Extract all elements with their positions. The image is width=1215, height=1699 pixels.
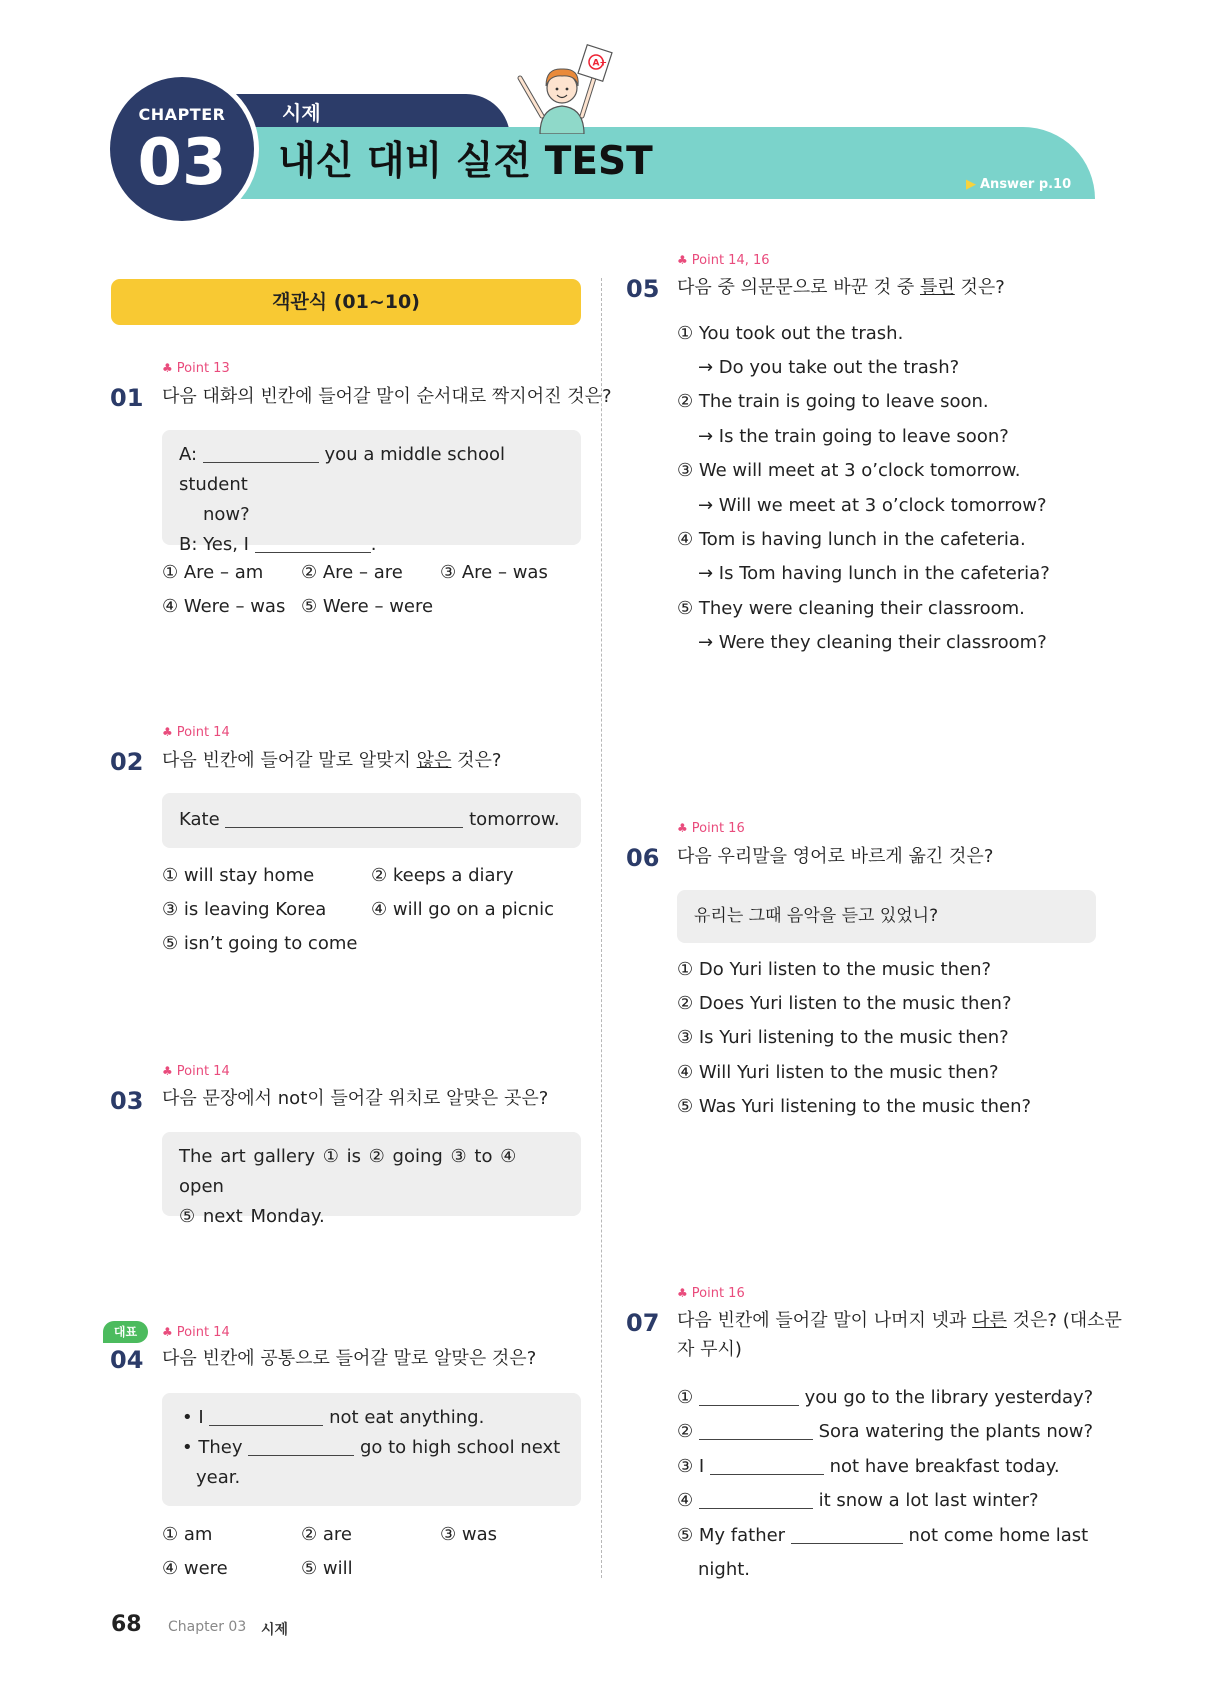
- answer-reference: [966, 177, 1071, 192]
- blank: [699, 1385, 799, 1406]
- answer-option[interactable]: ④ Will Yuri listen to the music then?: [677, 1062, 999, 1083]
- question-text: 다음 문장에서 not이 들어갈 위치로 알맞은 곳은?: [162, 1088, 549, 1109]
- point-icon: ♣: [162, 725, 173, 739]
- blank: [255, 532, 371, 553]
- point-tag: [677, 821, 745, 836]
- answer-option[interactable]: [677, 1385, 1093, 1411]
- sentence-text: tomorrow.: [469, 809, 560, 830]
- blank: [248, 1435, 354, 1456]
- blank: [791, 1523, 903, 1544]
- question-text: 다음 빈칸에 공통으로 들어갈 말로 알맞은 것은?: [162, 1348, 537, 1369]
- answer-option[interactable]: ⑤ They were cleaning their classroom.: [677, 598, 1025, 619]
- footer-chapter: Chapter 03: [168, 1619, 247, 1635]
- question-number: 02: [110, 748, 144, 776]
- option-number: ④: [677, 1490, 694, 1511]
- point-tag: [677, 253, 770, 268]
- question-text-part: 것은?: [451, 750, 502, 771]
- answer-option[interactable]: ② The train is going to leave soon.: [677, 391, 989, 412]
- korean-sentence-box: 유리는 그때 음악을 듣고 있었니?: [677, 890, 1096, 943]
- page-number: 68: [111, 1612, 142, 1637]
- question-text: 다음 대화의 빈칸에 들어갈 말이 순서대로 짝지어진 것은?: [162, 386, 612, 407]
- option-number: ③ I: [677, 1456, 705, 1477]
- answer-option[interactable]: ③ We will meet at 3 o’clock tomorrow.: [677, 460, 1021, 481]
- sentence-text: The art gallery ① is ② going ③ to ④ open: [179, 1146, 517, 1197]
- dialogue-box: [162, 430, 581, 555]
- sentence-text: go to high school next: [359, 1437, 561, 1458]
- question-text: 자 무시): [677, 1339, 742, 1360]
- point-label: Point 14, 16: [691, 253, 770, 268]
- answer-option[interactable]: ② are: [301, 1524, 352, 1545]
- answer-option[interactable]: ③ is leaving Korea: [162, 899, 327, 920]
- option-text: not have breakfast today.: [829, 1456, 1060, 1477]
- question-text: [677, 1307, 1122, 1335]
- blank: [225, 807, 463, 828]
- triangle-icon: ▶: [966, 177, 976, 192]
- question-text-part: 것은? (대소문: [1006, 1310, 1122, 1331]
- option-text: it snow a lot last winter?: [818, 1490, 1039, 1511]
- question-emphasis: 않은: [416, 750, 452, 771]
- option-text: you go to the library yesterday?: [804, 1387, 1094, 1408]
- mascot-illustration: [510, 42, 614, 134]
- answer-option[interactable]: ③ was: [440, 1524, 497, 1545]
- sentence-text: not eat anything.: [329, 1407, 485, 1428]
- point-label: Point 16: [691, 1286, 745, 1301]
- column-divider: [601, 278, 602, 1578]
- answer-option[interactable]: ② Does Yuri listen to the music then?: [677, 993, 1012, 1014]
- blank: [203, 442, 319, 463]
- answer-option[interactable]: ① am: [162, 1524, 213, 1545]
- answer-option[interactable]: [677, 1454, 1060, 1480]
- answer-option-conversion: → Do you take out the trash?: [698, 357, 960, 378]
- page-title: 내신 대비 실전 TEST: [278, 139, 653, 184]
- question-emphasis: 틀린: [920, 277, 955, 298]
- sentence-text: • I: [182, 1407, 204, 1428]
- point-label: Point 16: [691, 821, 745, 836]
- dialogue-text: .: [370, 534, 377, 555]
- blank: [699, 1488, 813, 1509]
- question-number: 04: [110, 1346, 144, 1374]
- sentence-box: [162, 1393, 581, 1506]
- answer-option[interactable]: ④ were: [162, 1558, 228, 1579]
- point-icon: ♣: [162, 1064, 173, 1078]
- answer-option[interactable]: ⑤ isn’t going to come: [162, 933, 358, 954]
- dialogue-text: now?: [203, 504, 250, 525]
- answer-option[interactable]: ③ Is Yuri listening to the music then?: [677, 1027, 1009, 1048]
- speaker-b: B: Yes, I: [179, 534, 249, 555]
- point-tag: [677, 1286, 745, 1301]
- blank: [710, 1454, 824, 1475]
- chapter-label: CHAPTER: [138, 105, 226, 124]
- answer-option[interactable]: ⑤ Were – were: [301, 596, 434, 617]
- question-text-part: 다음 빈칸에 들어갈 말로 알맞지: [162, 750, 417, 771]
- question-text: [162, 747, 502, 775]
- sentence-text: Kate: [179, 809, 220, 830]
- point-icon: ♣: [162, 1325, 173, 1339]
- question-text: 다음 우리말을 영어로 바르게 옮긴 것은?: [677, 846, 994, 867]
- speaker-a: A:: [179, 444, 198, 465]
- dialogue-text: you a middle school student: [179, 444, 505, 495]
- answer-option[interactable]: ③ Are – was: [440, 562, 548, 583]
- footer-topic: 시제: [261, 1622, 289, 1638]
- answer-reference-text: Answer p.10: [980, 177, 1072, 192]
- point-icon: ♣: [162, 361, 173, 375]
- answer-option[interactable]: ⑤ will: [301, 1558, 353, 1579]
- question-text-part: 것은?: [954, 277, 1005, 298]
- answer-option-conversion: → Were they cleaning their classroom?: [698, 632, 1047, 653]
- answer-option-conversion: → Is the train going to leave soon?: [698, 426, 1009, 447]
- point-icon: ♣: [677, 253, 688, 267]
- option-text: Sora watering the plants now?: [818, 1421, 1094, 1442]
- answer-option[interactable]: ④ Were – was: [162, 596, 286, 617]
- answer-option[interactable]: ④ will go on a picnic: [371, 899, 554, 920]
- chapter-number: 03: [137, 126, 227, 200]
- point-label: Point 14: [176, 725, 230, 740]
- question-text-part: 다음 빈칸에 들어갈 말이 나머지 넷과: [677, 1310, 973, 1331]
- question-number: 06: [626, 844, 660, 872]
- sentence-text: ⑤ next Monday.: [179, 1206, 325, 1227]
- answer-option-conversion: → Is Tom having lunch in the cafeteria?: [698, 563, 1050, 584]
- answer-option[interactable]: ① Are – am: [162, 562, 264, 583]
- question-text: [677, 274, 1005, 302]
- point-label: Point 13: [176, 361, 230, 376]
- point-icon: ♣: [677, 1286, 688, 1300]
- answer-option[interactable]: [677, 1419, 1093, 1445]
- sentence-text: year.: [196, 1467, 241, 1488]
- option-number: ②: [677, 1421, 694, 1442]
- option-text: not come home last: [908, 1525, 1089, 1546]
- answer-option[interactable]: ① will stay home: [162, 865, 315, 886]
- section-banner: 객관식 (01~10): [111, 279, 581, 325]
- point-label: Point 14: [176, 1325, 230, 1340]
- point-tag: [162, 1325, 230, 1340]
- blank: [699, 1419, 813, 1440]
- answer-option[interactable]: [677, 1523, 1088, 1549]
- chapter-topic: 시제: [282, 101, 321, 125]
- question-number: 07: [626, 1309, 660, 1337]
- point-label: Point 14: [176, 1064, 230, 1079]
- answer-option[interactable]: ② Are – are: [301, 562, 403, 583]
- answer-option[interactable]: ⑤ Was Yuri listening to the music then?: [677, 1096, 1032, 1117]
- point-icon: ♣: [677, 821, 688, 835]
- representative-badge: 대표: [103, 1321, 148, 1343]
- blank: [209, 1405, 323, 1426]
- point-tag: [162, 725, 230, 740]
- question-number: 03: [110, 1087, 144, 1115]
- svg-text:A+: A+: [592, 58, 608, 69]
- answer-option[interactable]: ① You took out the trash.: [677, 323, 904, 344]
- question-number: 01: [110, 384, 144, 412]
- point-tag: [162, 1064, 230, 1079]
- answer-option-conversion: → Will we meet at 3 o’clock tomorrow?: [698, 495, 1047, 516]
- answer-option[interactable]: ② keeps a diary: [371, 865, 514, 886]
- question-emphasis: 다른: [972, 1310, 1007, 1331]
- answer-option[interactable]: [677, 1488, 1039, 1514]
- sentence-box: [162, 793, 581, 848]
- answer-option[interactable]: ④ Tom is having lunch in the cafeteria.: [677, 529, 1026, 550]
- answer-option-continuation: night.: [698, 1559, 751, 1580]
- sentence-text: • They: [182, 1437, 243, 1458]
- question-number: 05: [626, 275, 660, 303]
- sentence-box: [162, 1132, 581, 1227]
- option-number: ①: [677, 1387, 694, 1408]
- option-number: ⑤ My father: [677, 1525, 786, 1546]
- answer-option[interactable]: ① Do Yuri listen to the music then?: [677, 959, 992, 980]
- question-text-part: 다음 중 의문문으로 바꾼 것 중: [677, 277, 920, 298]
- point-tag: [162, 361, 230, 376]
